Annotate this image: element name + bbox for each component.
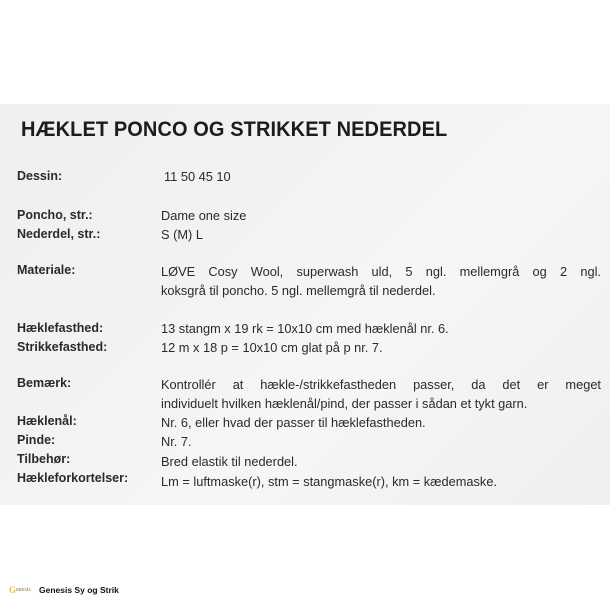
genesis-logo-icon: G enesis bbox=[9, 585, 31, 595]
bemaerk-value-line2: individuelt hvilken hæklenål/pind, der passer i sådan et tykt garn. bbox=[161, 396, 528, 411]
strikkefasthed-value: 12 m x 18 p = 10x10 cm glat på p nr. 7. bbox=[161, 340, 383, 355]
dessin-value: 11 50 45 10 bbox=[164, 169, 231, 184]
strikkefasthed-label: Strikkefasthed: bbox=[17, 340, 108, 354]
forkortelser-value: Lm = luftmaske(r), stm = stangmaske(r), km = kædemaske. bbox=[161, 474, 498, 489]
haeklenaal-value: Nr. 6, eller hvad der passer til hæklefastheden. bbox=[161, 415, 426, 430]
bemaerk-value-line1: Kontrollér at hækle-/strikkefastheden passer, da det er meget bbox=[161, 377, 601, 392]
skirt-size-label: Nederdel, str.: bbox=[17, 227, 101, 241]
pattern-info-panel bbox=[0, 104, 610, 505]
pattern-title: HÆKLET PONCO OG STRIKKET NEDERDEL bbox=[21, 117, 448, 141]
tilbehoer-value: Bred elastik til nederdel. bbox=[161, 454, 298, 469]
bemaerk-label: Bemærk: bbox=[17, 376, 72, 390]
skirt-size-value: S (M) L bbox=[161, 227, 203, 242]
poncho-size-value: Dame one size bbox=[161, 208, 247, 223]
dessin-label: Dessin: bbox=[17, 169, 63, 183]
materiale-value-line2: koksgrå til poncho. 5 ngl. mellemgrå til nederdel. bbox=[161, 283, 436, 298]
tilbehoer-label: Tilbehør: bbox=[17, 452, 71, 466]
haeklefasthed-label: Hæklefasthed: bbox=[17, 321, 104, 335]
haeklefasthed-value: 13 stangm x 19 rk = 10x10 cm med hæklenål nr. 6. bbox=[161, 321, 449, 336]
brand-name: Genesis Sy og Strik bbox=[39, 585, 119, 595]
materiale-label: Materiale: bbox=[17, 263, 76, 277]
footer-brand bbox=[9, 585, 119, 595]
materiale-value-line1: LØVE Cosy Wool, superwash uld, 5 ngl. mellemgrå og 2 ngl. bbox=[161, 264, 601, 279]
forkortelser-label: Hækleforkortelser: bbox=[17, 471, 129, 485]
haeklenaal-label: Hæklenål: bbox=[17, 414, 77, 428]
pinde-value: Nr. 7. bbox=[161, 434, 192, 449]
pinde-label: Pinde: bbox=[17, 433, 56, 447]
poncho-size-label: Poncho, str.: bbox=[17, 208, 93, 222]
